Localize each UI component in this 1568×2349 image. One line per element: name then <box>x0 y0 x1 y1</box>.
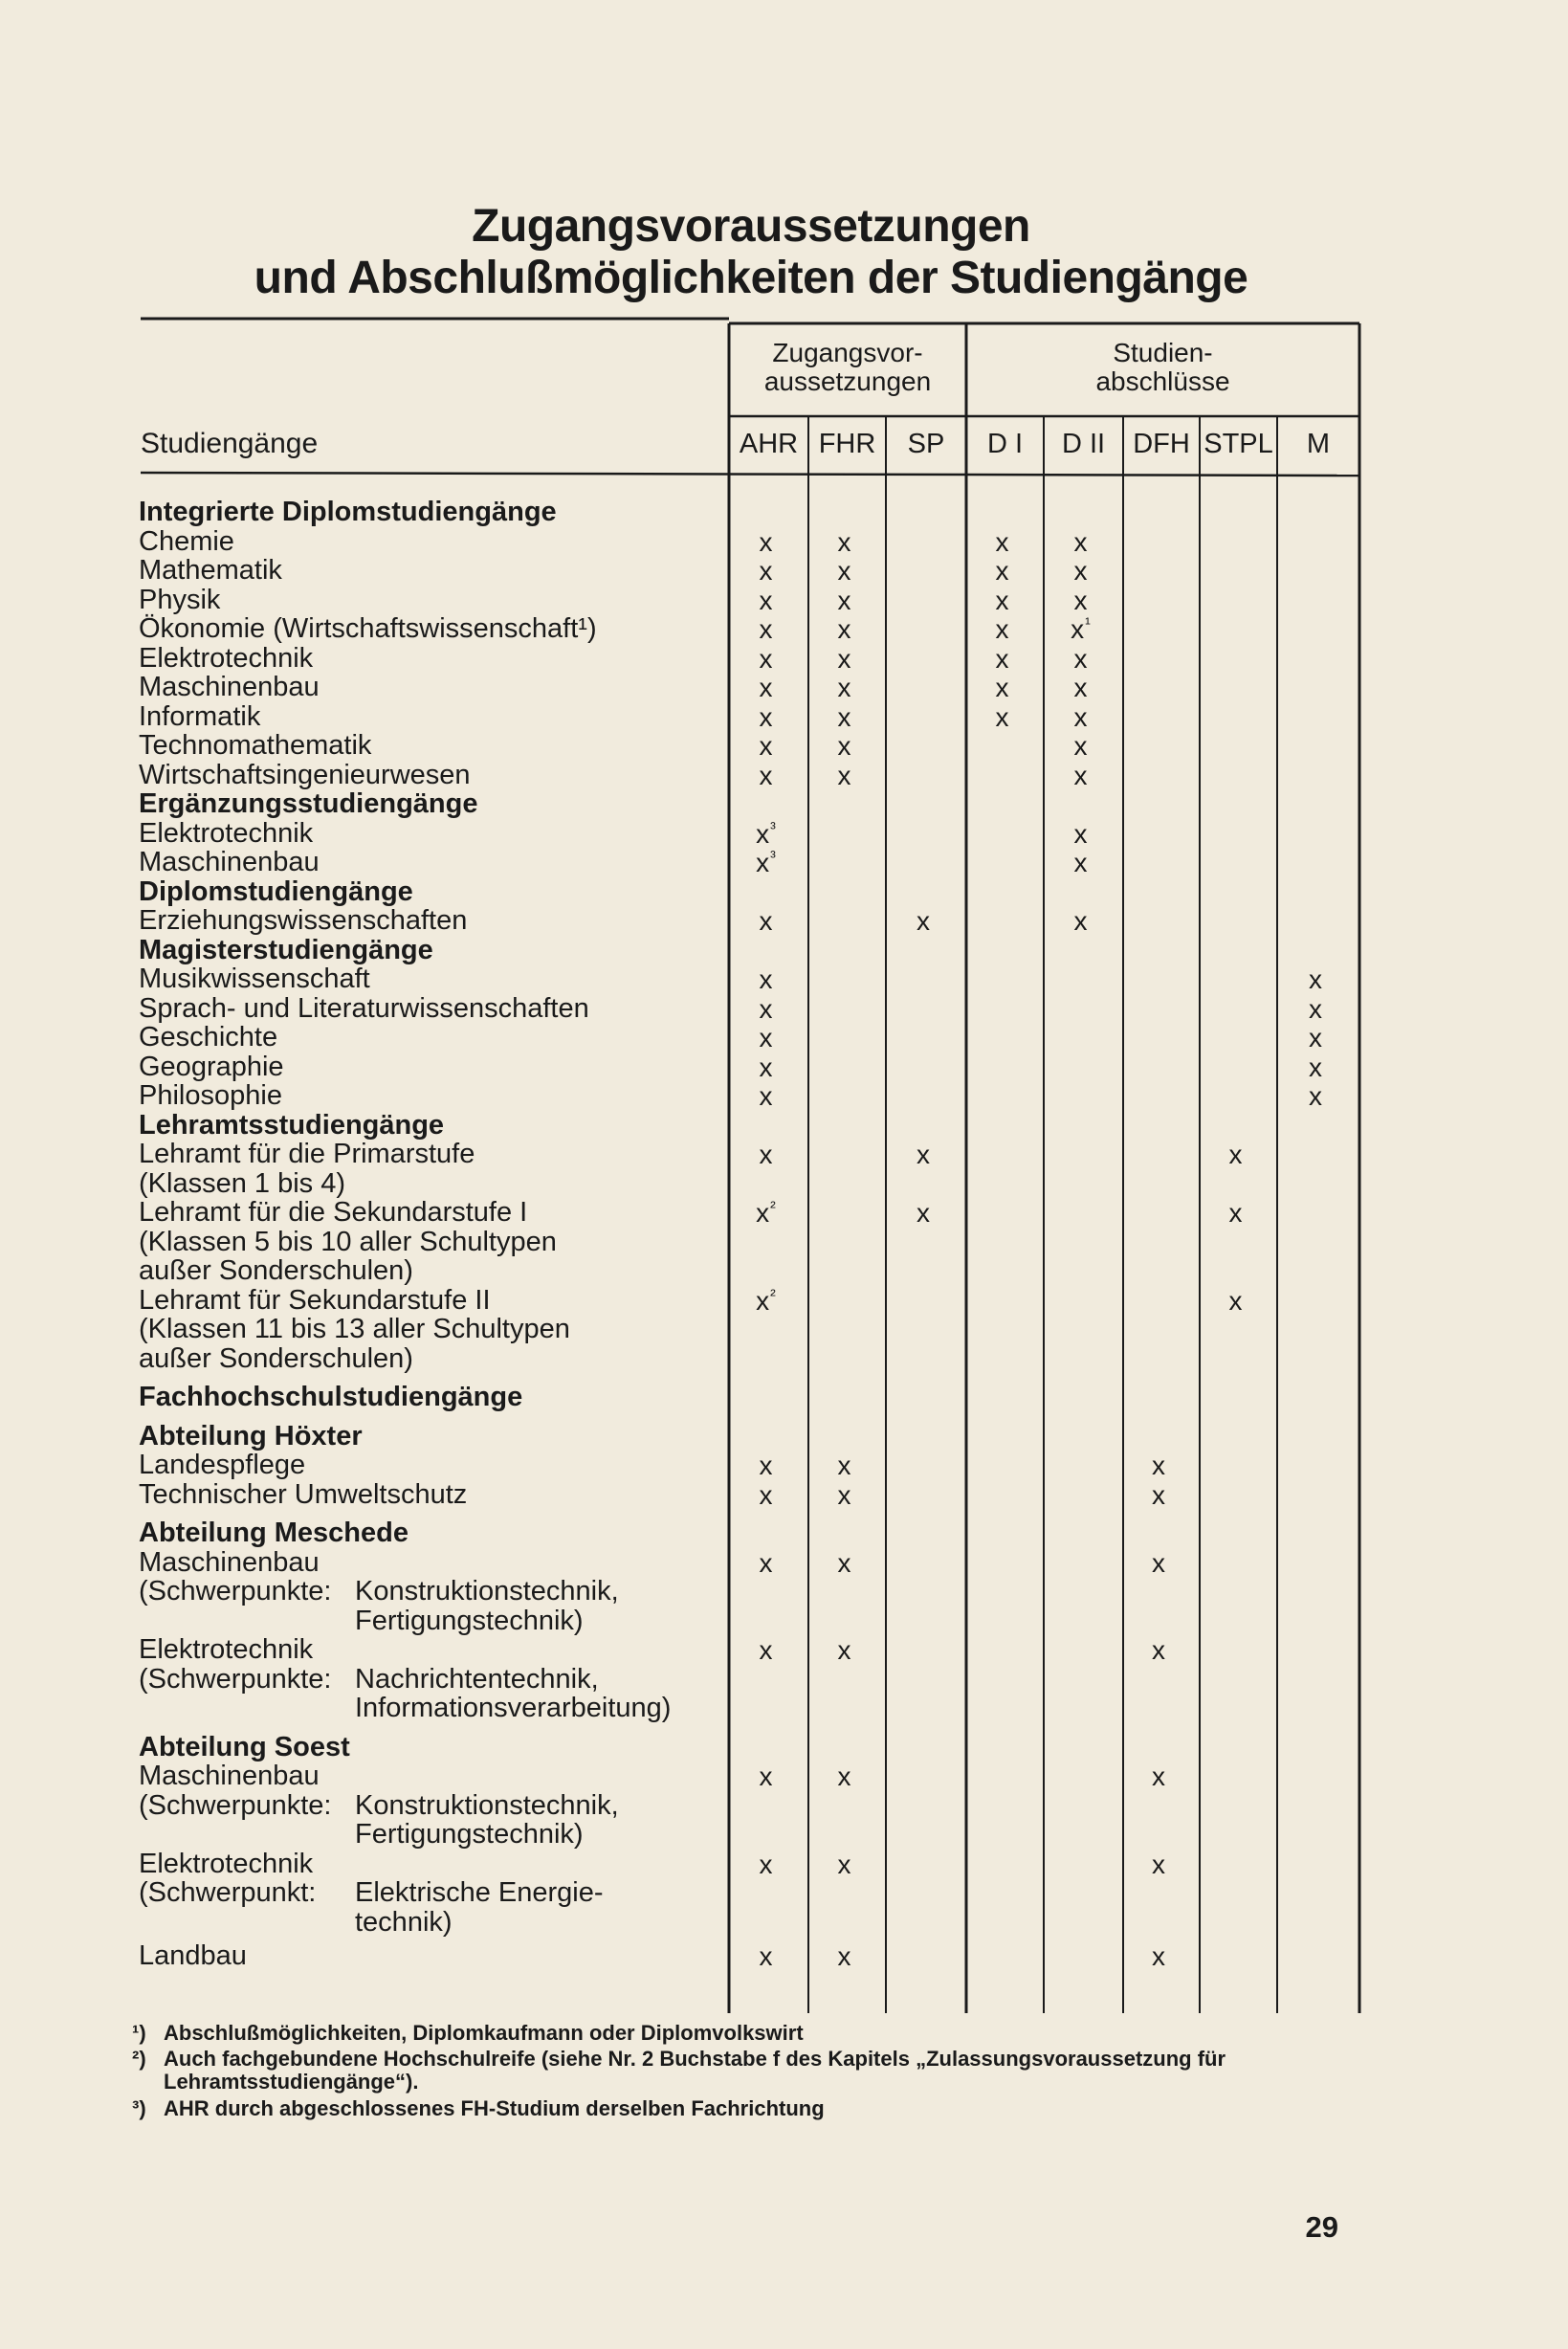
table-row <box>0 702 1568 732</box>
cell-mark: x <box>1152 1941 1165 1971</box>
cell-mark: x <box>1152 1547 1165 1578</box>
table-row <box>0 848 1568 877</box>
cell-mark: x <box>759 585 773 615</box>
program-label: (Klassen 5 bis 10 aller Schultypen <box>139 1226 557 1257</box>
cell-mark: x <box>837 1547 851 1578</box>
cell-mark: x <box>759 906 773 936</box>
cell-mark: x <box>759 964 773 994</box>
cell-mark: x <box>1073 848 1088 877</box>
program-label: Technomathematik <box>139 730 372 761</box>
table-row <box>0 1023 1568 1053</box>
table-row <box>0 994 1568 1024</box>
program-focus-label: Elektrische Energie- <box>355 1877 604 1908</box>
table-row <box>0 1762 1568 1791</box>
footnote-text: Auch fachgebundene Hochschulreife (siehe Nr. 2 Buchstabe f des Kapitels „Zulassungsvoraussetzung für Lehramtsstudiengänge“). <box>164 2047 1226 2094</box>
cell-mark: x <box>759 731 773 761</box>
section-heading: Integrierte Diplomstudiengänge <box>139 497 557 527</box>
cell-mark: x <box>759 1052 773 1082</box>
cell-mark: x <box>1073 673 1088 702</box>
cell-mark: x <box>995 556 1009 586</box>
program-focus-label: Fertigungstechnik) <box>355 1819 584 1850</box>
cell-mark: x <box>759 701 773 732</box>
cell-mark: x <box>837 731 851 761</box>
section-heading: Diplomstudiengänge <box>139 875 413 907</box>
cell-mark: x <box>1309 1023 1322 1053</box>
cell-mark: x <box>759 1849 773 1879</box>
cell-mark: x <box>759 1547 773 1578</box>
program-label: Lehramt für Sekundarstufe II <box>139 1284 491 1316</box>
cell-mark: x <box>759 760 773 790</box>
section-heading-row <box>0 877 1568 907</box>
program-label: Elektrotechnik <box>139 1634 314 1665</box>
section-heading: Abteilung Soest <box>139 1731 350 1762</box>
cell-mark: x <box>1073 585 1088 615</box>
cell-mark: x <box>1309 1052 1322 1082</box>
table-row <box>0 614 1568 644</box>
cell-mark: x <box>759 526 773 557</box>
section-heading: Abteilung Höxter <box>139 1420 363 1452</box>
table-row <box>0 1053 1568 1082</box>
cell-mark: x <box>1309 993 1322 1024</box>
table-row <box>0 1548 1568 1578</box>
program-focus-label: Konstruktionstechnik, <box>355 1789 619 1821</box>
table-row <box>0 1665 1568 1695</box>
table-row <box>0 1878 1568 1908</box>
program-focus-label: Konstruktionstechnik, <box>355 1576 619 1607</box>
cell-mark: x <box>995 701 1009 732</box>
program-label: Philosophie <box>139 1080 282 1111</box>
section-heading: Ergänzungsstudiengänge <box>139 788 478 819</box>
section-heading-row <box>0 1383 1568 1412</box>
cell-mark: x <box>1073 556 1088 586</box>
program-label: Elektrotechnik <box>139 817 314 849</box>
program-label: Lehramt für die Sekundarstufe I <box>139 1197 528 1228</box>
table-row <box>0 527 1568 557</box>
cell-mark: x <box>759 1635 773 1665</box>
table-row <box>0 1480 1568 1510</box>
cell-mark: x <box>837 526 851 557</box>
program-label: Maschinenbau <box>139 847 320 877</box>
footnote-text: AHR durch abgeschlossenes FH-Studium derselben Fachrichtung <box>164 2096 825 2120</box>
program-label: Ökonomie (Wirtschaftswissenschaft¹) <box>139 613 597 644</box>
cell-mark: x <box>1152 1635 1165 1665</box>
section-heading-row <box>0 1111 1568 1141</box>
program-label: Maschinenbau <box>139 1761 320 1791</box>
table-row <box>0 1140 1568 1169</box>
column-header: DFH <box>1133 429 1190 459</box>
table-row <box>0 731 1568 761</box>
column-header: FHR <box>818 429 876 459</box>
section-heading: Magisterstudiengänge <box>139 934 433 965</box>
cell-mark: x <box>837 673 851 702</box>
cell-mark: x <box>1309 964 1322 994</box>
cell-mark: x <box>1152 1849 1165 1879</box>
program-label: Wirtschaftsingenieurwesen <box>139 759 471 790</box>
cell-mark: x <box>1152 1451 1165 1480</box>
cell-mark: x <box>837 585 851 615</box>
section-heading: Lehramtsstudiengänge <box>139 1109 445 1141</box>
cell-mark: x <box>837 1762 851 1791</box>
table-row <box>0 673 1568 702</box>
program-label: Sprach- und Literaturwissenschaften <box>139 992 589 1024</box>
table-row <box>0 1607 1568 1636</box>
program-label: Elektrotechnik <box>139 642 314 674</box>
table-row <box>0 1286 1568 1316</box>
program-label: Elektrotechnik <box>139 1848 314 1879</box>
program-label: Landbau <box>139 1940 247 1971</box>
program-label: Landespflege <box>139 1450 306 1480</box>
title-line-1: Zugangsvoraussetzungen <box>472 201 1030 252</box>
table-row <box>0 1344 1568 1374</box>
cell-mark: x <box>1228 1198 1243 1228</box>
program-label: Informatik <box>139 700 261 732</box>
column-header: D I <box>986 429 1024 459</box>
cell-mark: x <box>759 993 773 1024</box>
section-heading-row <box>0 789 1568 819</box>
cell-mark: x <box>759 1023 773 1053</box>
cell-mark: x <box>995 526 1009 557</box>
program-label: (Klassen 1 bis 4) <box>139 1167 345 1199</box>
program-focus-label: technik) <box>355 1906 453 1938</box>
table-row <box>0 1081 1568 1111</box>
cell-mark: $x^{^1}$ <box>1071 614 1091 644</box>
cell-mark: x <box>1073 526 1088 557</box>
cell-mark: x <box>1073 701 1088 732</box>
group-header-zugang-line1: Zugangsvor- <box>772 338 923 367</box>
table-row <box>0 1198 1568 1228</box>
cell-mark: x <box>837 1451 851 1480</box>
cell-mark: x <box>995 585 1009 615</box>
table-row <box>0 556 1568 586</box>
cell-mark: $x^{^2}$ <box>756 1198 776 1228</box>
program-label: Geographie <box>139 1051 284 1082</box>
cell-mark: x <box>759 614 773 644</box>
cell-mark: $x^{^3}$ <box>756 848 776 877</box>
cell-mark: x <box>917 1140 930 1169</box>
program-label: Chemie <box>139 525 234 557</box>
table-row <box>0 1577 1568 1607</box>
table-row <box>0 1228 1568 1257</box>
program-label: außer Sonderschulen) <box>139 1342 413 1374</box>
cell-mark: x <box>759 1479 773 1510</box>
program-focus-label: Fertigungstechnik) <box>355 1605 584 1636</box>
row-header-label: Studiengänge <box>141 428 319 459</box>
program-label: (Schwerpunkte: <box>139 1663 332 1695</box>
rule-header-bottom <box>141 473 1359 476</box>
program-label: Maschinenbau <box>139 672 320 702</box>
group-header-zugang <box>729 339 966 396</box>
column-header: M <box>1306 429 1331 459</box>
section-heading-row <box>0 1422 1568 1452</box>
section-heading: Abteilung Meschede <box>139 1518 409 1548</box>
cell-mark: $x^{^2}$ <box>756 1285 776 1316</box>
column-header: AHR <box>739 429 799 459</box>
cell-mark: x <box>759 1941 773 1971</box>
cell-mark: $x^{^3}$ <box>756 818 776 849</box>
table-row <box>0 819 1568 849</box>
program-label: (Klassen 11 bis 13 aller Schultypen <box>139 1314 570 1344</box>
cell-mark: x <box>1152 1479 1165 1510</box>
footnote-number: ³) <box>132 2096 146 2120</box>
program-label: Mathematik <box>139 555 282 586</box>
program-label: Musikwissenschaft <box>139 964 370 994</box>
cell-mark: x <box>759 556 773 586</box>
table-row <box>0 644 1568 674</box>
cell-mark: x <box>837 1849 851 1879</box>
table-row <box>0 1315 1568 1344</box>
cell-mark: x <box>1073 643 1088 674</box>
program-label: Maschinenbau <box>139 1546 320 1578</box>
table-row <box>0 586 1568 615</box>
cell-mark: x <box>1152 1762 1165 1791</box>
cell-mark: x <box>759 1451 773 1480</box>
section-heading-row <box>0 936 1568 965</box>
group-header-abschluesse <box>966 339 1359 396</box>
cell-mark: x <box>837 1479 851 1510</box>
cell-mark: x <box>995 643 1009 674</box>
column-header: SP <box>907 429 945 459</box>
section-heading-row <box>0 498 1568 527</box>
program-label: Erziehungswissenschaften <box>139 905 468 936</box>
cell-mark: x <box>759 1081 773 1111</box>
table-row <box>0 964 1568 994</box>
cell-mark: x <box>1073 906 1088 936</box>
cell-mark: x <box>837 701 851 732</box>
table-row <box>0 761 1568 790</box>
cell-mark: x <box>1228 1285 1243 1316</box>
program-label: Physik <box>139 584 221 615</box>
table-row <box>0 906 1568 936</box>
cell-mark: x <box>917 1198 930 1228</box>
program-focus-label: Informationsverarbeitung) <box>355 1693 672 1723</box>
cell-mark: x <box>1073 731 1088 761</box>
table-row <box>0 1941 1568 1971</box>
table-row <box>0 1635 1568 1665</box>
cell-mark: x <box>1073 818 1088 849</box>
cell-mark: x <box>759 1140 773 1169</box>
section-heading-row <box>0 1518 1568 1548</box>
cell-mark: x <box>995 614 1009 644</box>
cell-mark: x <box>917 906 930 936</box>
program-label: (Schwerpunkte: <box>139 1576 332 1607</box>
program-label: (Schwerpunkte: <box>139 1789 332 1821</box>
cell-mark: x <box>995 673 1009 702</box>
column-header: STPL <box>1204 429 1273 459</box>
program-label: (Schwerpunkt: <box>139 1877 317 1908</box>
table-row <box>0 1908 1568 1938</box>
column-header: D II <box>1061 429 1106 459</box>
cell-mark: x <box>837 1941 851 1971</box>
table-row <box>0 1256 1568 1286</box>
footnote-number: ¹) <box>132 2021 146 2045</box>
group-header-abschluesse-line1: Studien- <box>1113 338 1213 367</box>
cell-mark: x <box>759 1762 773 1791</box>
section-heading-row <box>0 1733 1568 1762</box>
table-row <box>0 1850 1568 1879</box>
program-label: Lehramt für die Primarstufe <box>139 1139 475 1169</box>
cell-mark: x <box>837 760 851 790</box>
program-label: Technischer Umweltschutz <box>139 1478 468 1510</box>
table-row <box>0 1820 1568 1850</box>
footnote-number: ²) <box>132 2047 146 2071</box>
program-focus-label: Nachrichtentechnik, <box>355 1663 599 1695</box>
cell-mark: x <box>1073 760 1088 790</box>
section-heading: Fachhochschulstudiengänge <box>139 1382 523 1412</box>
cell-mark: x <box>1228 1140 1243 1169</box>
cell-mark: x <box>837 1635 851 1665</box>
cell-mark: x <box>759 643 773 674</box>
program-label: außer Sonderschulen) <box>139 1255 413 1286</box>
page-number: 29 <box>1305 2210 1338 2244</box>
cell-mark: x <box>837 614 851 644</box>
cell-mark: x <box>1309 1081 1322 1111</box>
table-row <box>0 1694 1568 1723</box>
table-row <box>0 1791 1568 1821</box>
title-line-2: und Abschlußmöglichkeiten der Studiengänge <box>254 253 1248 303</box>
cell-mark: x <box>759 673 773 702</box>
cell-mark: x <box>837 556 851 586</box>
program-label: Geschichte <box>139 1022 278 1053</box>
cell-mark: x <box>837 643 851 674</box>
table-row <box>0 1169 1568 1199</box>
group-header-zugang-line2: aussetzungen <box>763 366 932 396</box>
footnote-text: Abschlußmöglichkeiten, Diplomkaufmann oder Diplomvolkswirt <box>164 2021 804 2045</box>
group-header-abschluesse-line2: abschlüsse <box>1095 366 1230 396</box>
table-row <box>0 1451 1568 1480</box>
